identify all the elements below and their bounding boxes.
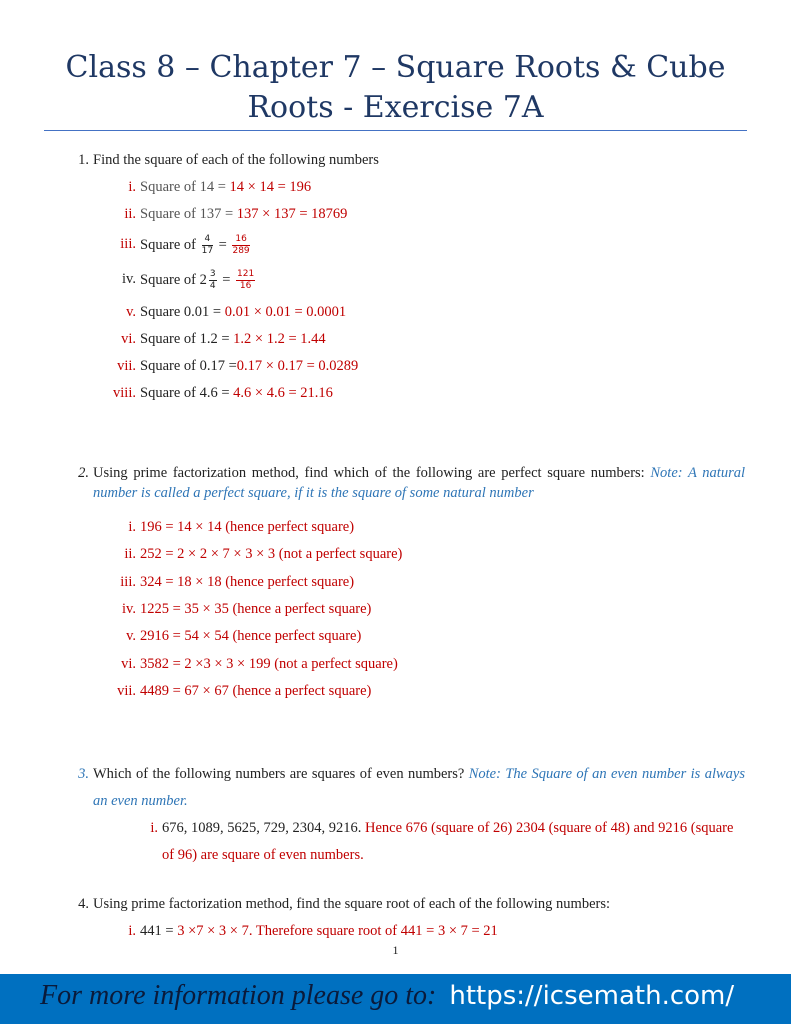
list-item	[124, 544, 403, 564]
fraction-denominator: 4	[209, 281, 216, 291]
item-numeral: vii.	[117, 683, 136, 699]
list-item	[122, 269, 257, 292]
fraction	[209, 269, 217, 292]
item-answer: 1225 = 35 × 35 (hence a perfect square)	[140, 601, 372, 617]
item-answer: 4.6 × 4.6 = 21.16	[233, 385, 333, 401]
question-3	[78, 761, 745, 815]
item-numeral: ii.	[124, 546, 136, 562]
list-item	[128, 177, 312, 197]
question-number: 4.	[78, 896, 89, 912]
list-item	[120, 572, 355, 592]
item-question: Square of 0.17 =	[140, 358, 237, 374]
equals-sign: =	[215, 236, 231, 253]
page-title: Class 8 – Chapter 7 – Square Roots & Cube Roots - Exercise 7A	[65, 50, 726, 125]
question-2	[78, 463, 745, 503]
list-item	[124, 204, 348, 224]
list-item	[150, 815, 744, 869]
list-item	[128, 921, 498, 941]
answer-fraction	[236, 269, 255, 292]
fraction-numerator: 121	[237, 269, 255, 279]
item-answer: 137 × 137 = 18769	[236, 206, 348, 222]
item-numeral: v.	[126, 304, 136, 320]
list-item	[113, 383, 333, 403]
item-numeral: iii.	[120, 236, 136, 252]
item-numeral: v.	[126, 628, 136, 644]
item-answer: 3582 = 2 ×3 × 3 × 199 (not a perfect square)	[140, 656, 398, 672]
equals-sign: =	[218, 271, 235, 288]
footer-banner	[0, 974, 791, 1024]
item-numeral: viii.	[113, 385, 136, 401]
fraction-numerator: 3	[209, 269, 216, 279]
item-answer: 2916 = 54 × 54 (hence perfect square)	[140, 628, 362, 644]
list-item	[120, 234, 252, 257]
item-question: 441 =	[140, 923, 178, 939]
question-number: 3.	[78, 766, 89, 782]
item-numeral: i.	[128, 179, 136, 195]
item-answer: 196 = 14 × 14 (hence perfect square)	[140, 519, 355, 535]
fraction-denominator: 16	[239, 281, 252, 291]
item-numeral: i.	[150, 820, 158, 836]
question-text: Using prime factorization method, find the square root of each of the following numbers:	[93, 896, 611, 912]
question-text: Which of the following numbers are squares of even numbers?	[93, 766, 469, 782]
question-number: 1.	[78, 152, 89, 168]
fraction-denominator: 289	[232, 246, 250, 256]
question-4	[78, 894, 745, 914]
item-question: Square of 137 =	[140, 206, 237, 222]
fraction-numerator: 4	[202, 234, 213, 246]
item-question: Square of 14 =	[140, 179, 230, 195]
item-question: Square 0.01 =	[140, 304, 225, 320]
item-numeral: iv.	[122, 271, 136, 287]
list-item	[117, 356, 359, 376]
item-numeral: iii.	[120, 574, 136, 590]
item-question: Square of 4.6 =	[140, 385, 234, 401]
page-number: 1	[392, 943, 399, 957]
item-question: Square of	[140, 236, 200, 253]
fraction-denominator: 17	[201, 246, 214, 256]
item-answer: 252 = 2 × 2 × 7 × 3 × 3 (not a perfect square)	[140, 546, 403, 562]
question-1	[78, 150, 743, 170]
footer-text	[40, 980, 734, 1012]
item-answer: 14 × 14 = 196	[229, 179, 312, 195]
item-answer: 324 = 18 × 18 (hence perfect square)	[140, 574, 355, 590]
footer-link[interactable]: https://icsemath.com/	[449, 981, 735, 1011]
list-item	[121, 654, 398, 674]
footer-caption: For more information please go to:	[40, 980, 444, 1011]
item-answer: 3 ×7 × 3 × 7. Therefore square root of 441 = 3 × 7 = 21	[177, 923, 498, 939]
item-numeral: ii.	[124, 206, 136, 222]
item-numeral: vi.	[121, 331, 136, 347]
item-numeral: i.	[128, 923, 136, 939]
item-answer: Hence 676 (square of 26) 2304 (square of 48) and 9216 (square of 96) are square of even numbers.	[162, 820, 734, 863]
question-text: Find the square of each of the following numbers	[93, 152, 379, 168]
item-numeral: vii.	[117, 358, 136, 374]
item-question: Square of 1.2 =	[140, 331, 234, 347]
list-item	[126, 302, 347, 322]
answer-fraction	[232, 234, 249, 257]
item-numeral: iv.	[122, 601, 136, 617]
list-item	[121, 329, 326, 349]
item-answer: 4489 = 67 × 67 (hence a perfect square)	[140, 683, 372, 699]
item-numeral: i.	[128, 519, 136, 535]
title-divider	[44, 130, 747, 131]
fraction	[202, 234, 213, 257]
question-note: Note: A natural number is called a perfect square, if it is the square of some natural number	[93, 465, 745, 501]
item-question: 676, 1089, 5625, 729, 2304, 9216.	[162, 820, 365, 836]
question-note: Note: The Square of an even number is always an even number.	[93, 766, 745, 809]
question-number: 2.	[78, 465, 89, 481]
list-item	[117, 681, 372, 701]
list-item	[126, 626, 362, 646]
question-text: Using prime factorization method, find which of the following are perfect square numbers:	[93, 465, 651, 481]
item-answer: 1.2 × 1.2 = 1.44	[233, 331, 326, 347]
fraction-numerator: 16	[232, 234, 249, 246]
item-numeral: vi.	[121, 656, 136, 672]
list-item	[128, 517, 355, 537]
item-answer: 0.17 × 0.17 = 0.0289	[236, 358, 359, 374]
item-question: Square of 2	[140, 271, 207, 288]
list-item	[122, 599, 372, 619]
item-answer: 0.01 × 0.01 = 0.0001	[224, 304, 347, 320]
